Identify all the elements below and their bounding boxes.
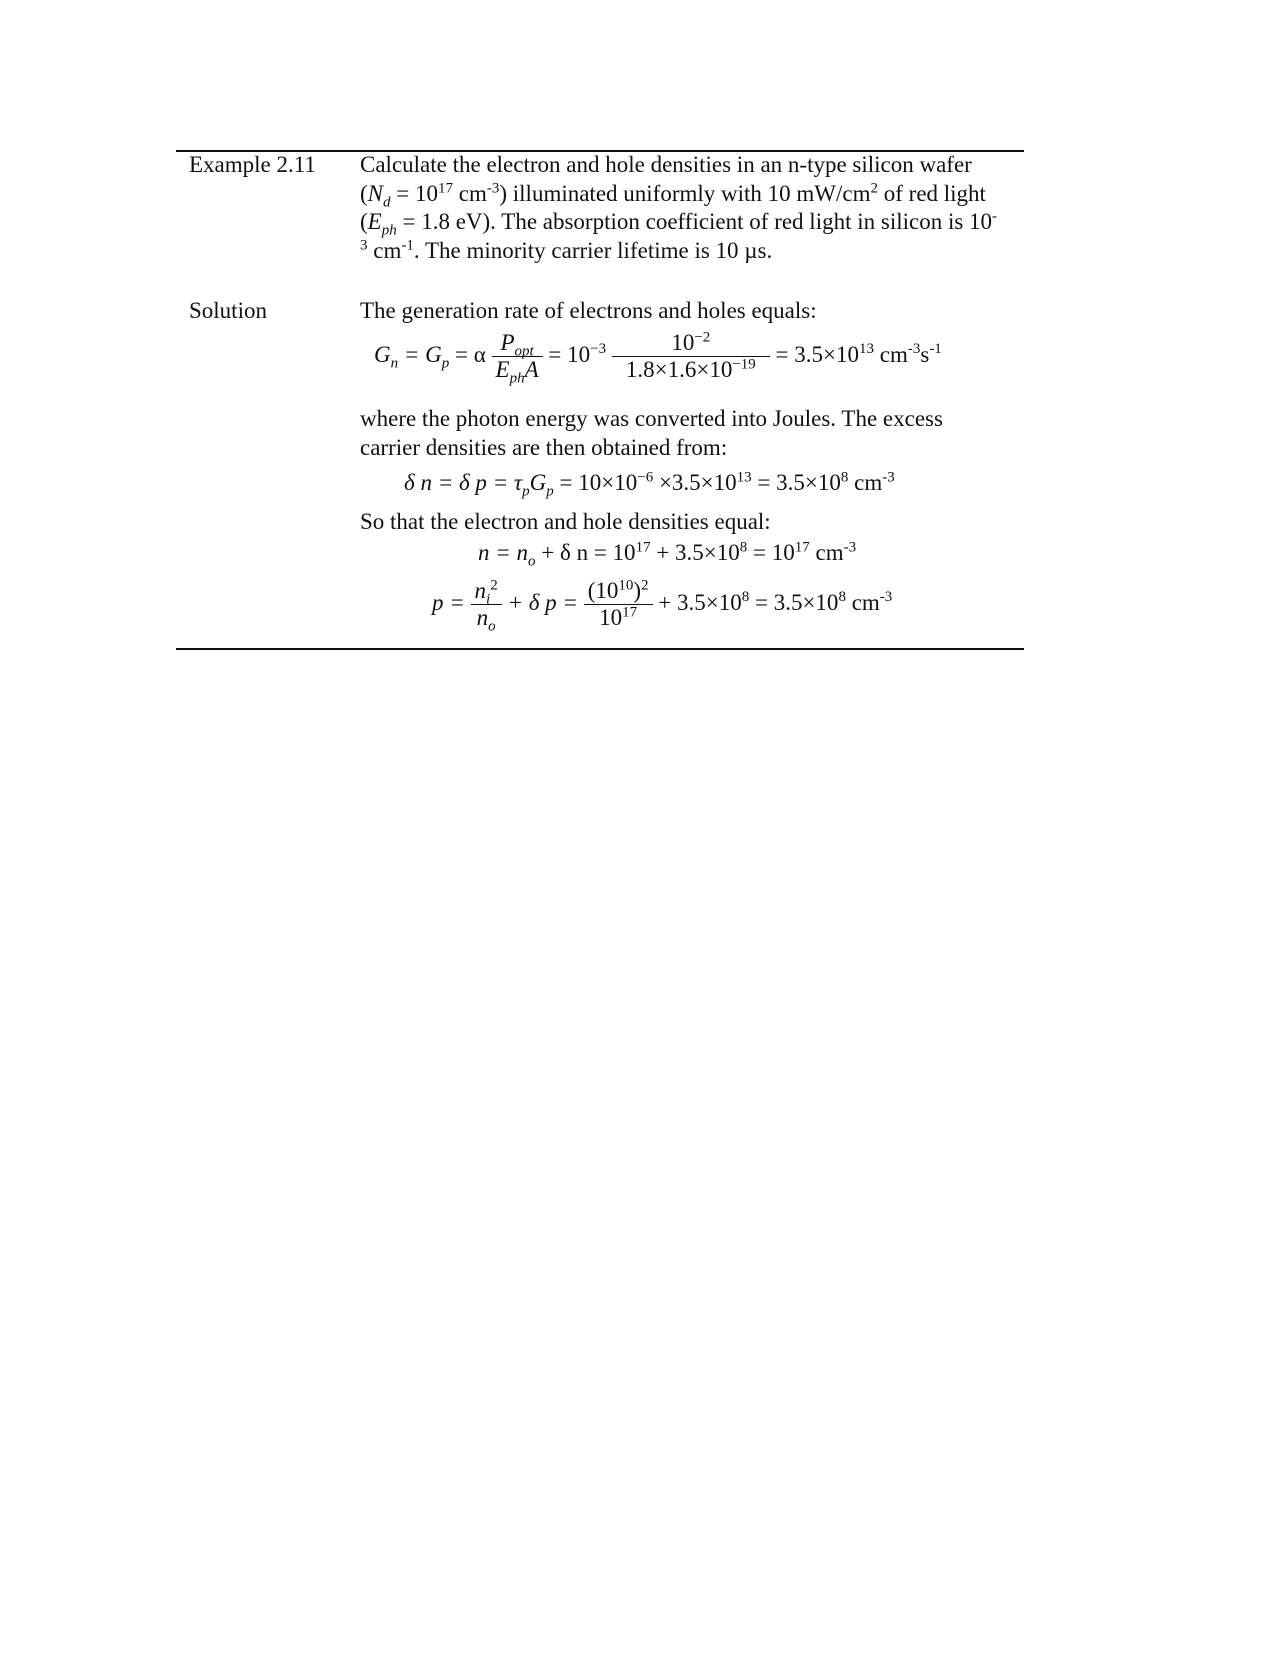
fraction-ni2-over-no: $\frac{n_i^2}{n_o}$ (471, 578, 502, 631)
fraction-popt-over-ephA: $\frac{P_{opt}}{E_{ph}A}$ (492, 330, 543, 383)
solution-label: Solution (189, 298, 267, 323)
fraction-power-over-energy: $\frac{10^{-2}}{1.8\times 1.6\times 10^{-19}}$ (612, 330, 770, 383)
densities-paragraph: So that the electron and hole densities equal: (360, 509, 771, 534)
example-label: Example 2.11 (189, 152, 316, 177)
solution-intro: The generation rate of electrons and holes equals: (360, 298, 817, 323)
problem-statement: Calculate the electron and hole densities in an n-type silicon wafer ($N_d = 10^{17}$ $cm^{-3}$) illuminated uniformly with 10 $mW/cm^2$ of red light ($E_{ph} = 1.8$ eV). The absorption coefficient of red light in silicon is $10^{-3}$ $cm^{-1}$. The minority carrier lifetime is 10 µs. (360, 152, 998, 263)
equation-excess-carriers: δ n = δ $p = \tau_pG_p = 10\times 10^{-6} \times 3.5\times 10^{13} = 3.5\times 10^8$ $cm^{-3}$ (404, 469, 895, 500)
fraction-ni-squared-over-nd: $\frac{(10^{10})^2}{10^{17}}$ (584, 578, 653, 631)
photon-energy-paragraph: where the photon energy was converted into Joules. The excess carrier densities are then obtained from: (360, 406, 943, 460)
equation-electron-density: $n = n_o + \delta$ $n = 10^{17} + 3.5\times 10^8 = 10^{17}$ $cm^{-3}$ (478, 539, 857, 570)
equation-generation-rate: $G_n = G_p = \alpha$ $\frac{P_{opt}}{E_{ph}A}$ = $10^{-3}$ $\frac{10^{-2}}{1.8\times 1.6\times 10^{-19}}$ = $3.5\times 10^{13}$ $cm^{-3}s^{-1}$ (374, 329, 942, 387)
equation-hole-density: p = $\frac{n_i^2}{n_o}$ + δ p = $\frac{(10^{10})^2}{10^{17}}$ + $3.5\times 10^8 = 3.5\times 10^8$ $cm^{-3}$ (432, 577, 893, 635)
bottom-rule (176, 648, 1024, 650)
